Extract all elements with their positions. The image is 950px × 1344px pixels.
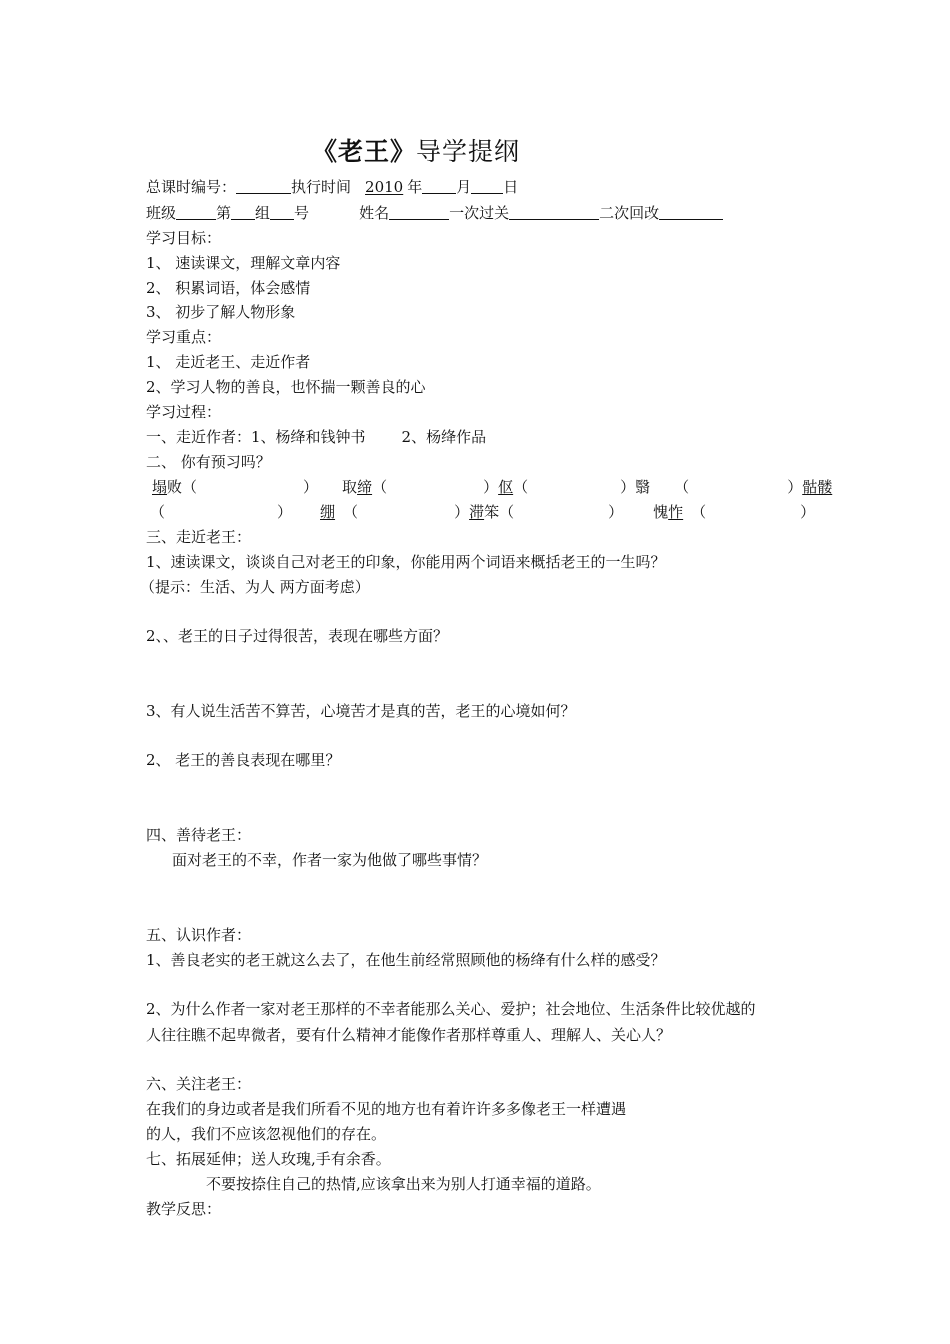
section-3-q3: 3、有人说生活苦不算苦，心境苦才是真的苦，老王的心境如何？ <box>146 702 576 720</box>
section-1-a: 一、走近作者：1、杨绛和钱钟书 <box>146 428 366 446</box>
hao-label: 号 <box>294 204 310 222</box>
number-blank[interactable] <box>270 204 294 220</box>
vocab-text: 笨（ <box>484 503 515 521</box>
vocab-char: 塌 <box>152 478 168 496</box>
section-6-line1: 在我们的身边或者是我们所看不见的地方也有着许许多多像老王一样遭遇 <box>146 1100 627 1118</box>
paren-close: ） <box>787 478 803 496</box>
year-value[interactable]: 2010 <box>365 178 404 196</box>
group-blank[interactable] <box>231 204 255 220</box>
header-line-2 <box>146 203 723 223</box>
paren-open: （ <box>343 503 359 521</box>
section-3-q2: 2、、老王的日子过得很苦，表现在哪些方面？ <box>146 627 449 645</box>
vocab-row-1 <box>152 477 832 497</box>
month-label: 月 <box>456 178 472 196</box>
goal-item: 3、 初步了解人物形象 <box>146 303 296 321</box>
goal-item: 2、 积累词语，体会感情 <box>146 279 311 297</box>
first-pass-blank[interactable] <box>509 204 599 220</box>
paren-close: ） <box>620 478 636 496</box>
paren-close: ） <box>800 503 816 521</box>
reflection-label: 教学反思： <box>146 1200 222 1218</box>
section-4-question: 面对老王的不幸，作者一家为他做了哪些事情？ <box>172 851 488 869</box>
section-3-hint: （提示：生活、为人 两方面考虑） <box>140 578 370 596</box>
paren-open: （ <box>691 503 707 521</box>
vocab-text: 取 <box>342 478 358 496</box>
vocab-row-2 <box>150 502 815 522</box>
second-fix-label: 二次回改 <box>599 204 660 222</box>
title-bold: 《老王》 <box>312 137 417 166</box>
focus-item: 1、 走近老王、走近作者 <box>146 353 311 371</box>
paren-close: ） <box>483 478 499 496</box>
section-6-heading: 六、关注老王： <box>146 1075 252 1093</box>
vocab-char: 缔 <box>357 478 373 496</box>
year-label: 年 <box>407 178 423 196</box>
section-3-heading: 三、走近老王： <box>146 528 252 546</box>
title-plain: 导学提纲 <box>416 137 521 166</box>
class-label: 班级 <box>146 204 177 222</box>
section-5-q2-line2: 人往往瞧不起卑微者，要有什么精神才能像作者那样尊重人、理解人、关心人？ <box>146 1026 672 1044</box>
vocab-char: 滞 <box>469 503 485 521</box>
paren-open: （ <box>513 478 529 496</box>
second-fix-blank[interactable] <box>659 204 723 220</box>
paren-close: ） <box>277 503 293 521</box>
paren-close: ） <box>303 478 319 496</box>
paren-open: （ <box>150 503 166 521</box>
section-5-q1: 1、善良老实的老王就这么去了，在他生前经常照顾他的杨绛有什么样的感受？ <box>146 951 666 969</box>
paren-open: （ <box>372 478 388 496</box>
section-7-heading: 七、拓展延伸；送人玫瑰,手有余香。 <box>146 1150 391 1168</box>
focus-item: 2、学习人物的善良，也怀揣一颗善良的心 <box>146 378 426 396</box>
vocab-text: 败（ <box>167 478 198 496</box>
vocab-char: 绷 <box>320 503 336 521</box>
name-label: 姓名 <box>359 204 390 222</box>
total-label: 总课时编号： <box>146 178 237 196</box>
section-6-line2: 的人，我们不应该忽视他们的存在。 <box>146 1125 387 1143</box>
paren-open: （ <box>674 478 690 496</box>
paren-close: ） <box>454 503 470 521</box>
section-5-heading: 五、认识作者： <box>146 926 252 944</box>
vocab-char: 骷髅 <box>802 478 833 496</box>
first-pass-label: 一次过关 <box>449 204 510 222</box>
vocab-char: 伛 <box>498 478 514 496</box>
di-label: 第 <box>216 204 232 222</box>
month-blank[interactable] <box>422 178 456 194</box>
class-blank[interactable] <box>176 204 216 220</box>
vocab-text: 愧 <box>653 503 669 521</box>
section-1-line <box>146 427 486 447</box>
section-2-heading: 二、 你有预习吗？ <box>146 453 271 471</box>
page-title <box>312 132 520 168</box>
section-3-q1: 1、速读课文，谈谈自己对老王的印象，你能用两个词语来概括老王的一生吗？ <box>146 553 666 571</box>
day-blank[interactable] <box>471 178 503 194</box>
paren-close: ） <box>608 503 624 521</box>
section-3-q4: 2、 老王的善良表现在哪里？ <box>146 751 341 769</box>
process-heading: 学习过程： <box>146 403 222 421</box>
day-label: 日 <box>503 178 519 196</box>
section-7-line1: 不要按捺住自己的热情,应该拿出来为别人打通幸福的道路。 <box>206 1175 601 1193</box>
exec-label: 执行时间 <box>291 178 352 196</box>
zu-label: 组 <box>255 204 271 222</box>
section-1-b: 2、杨绛作品 <box>401 428 487 446</box>
focus-heading: 学习重点： <box>146 328 222 346</box>
section-4-heading: 四、善待老王： <box>146 826 252 844</box>
vocab-char: 怍 <box>668 503 684 521</box>
total-blank[interactable] <box>236 178 291 194</box>
goals-heading: 学习目标： <box>146 229 222 247</box>
name-blank[interactable] <box>389 204 449 220</box>
header-line-1 <box>146 177 518 197</box>
section-5-q2-line1: 2、为什么作者一家对老王那样的不幸者能那么关心、爱护；社会地位、生活条件比较优越的 <box>146 1000 756 1018</box>
vocab-text: 翳 <box>635 478 651 496</box>
goal-item: 1、 速读课文，理解文章内容 <box>146 254 341 272</box>
